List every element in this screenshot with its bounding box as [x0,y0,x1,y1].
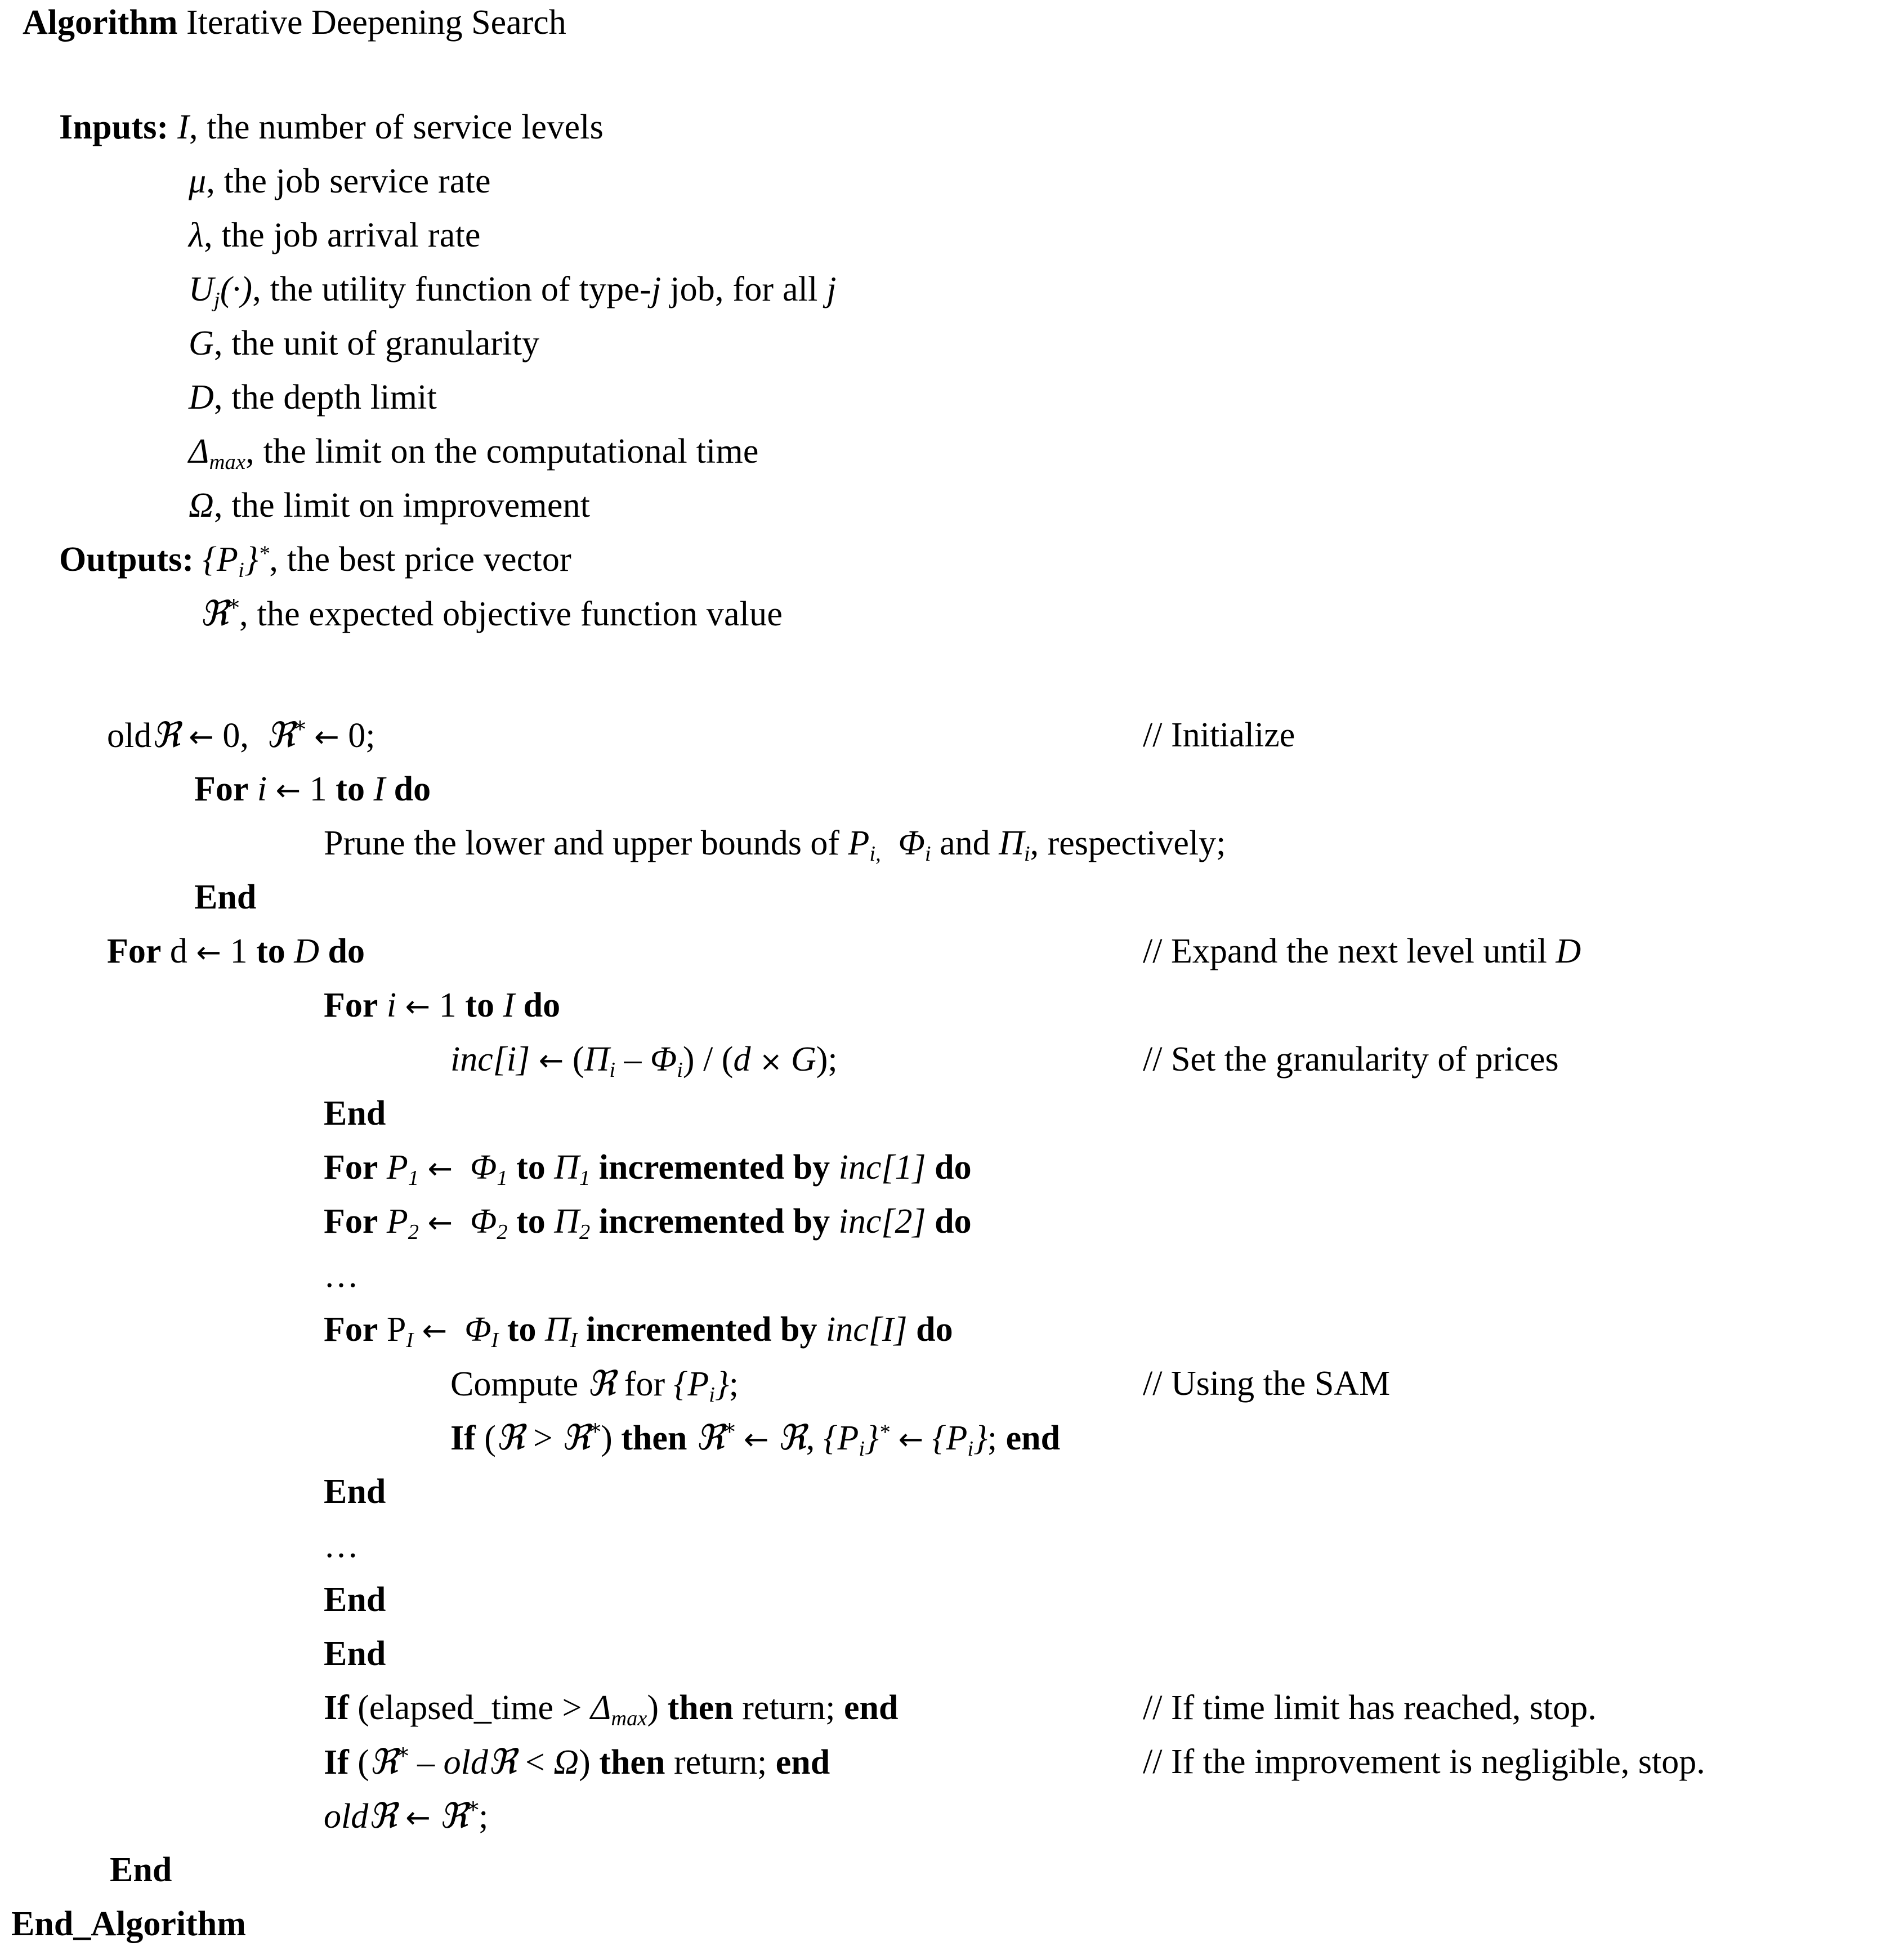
code-row-prune [0,816,1904,870]
inputs-line-3 [0,262,1904,316]
inputs-line-4 [0,316,1904,370]
comment-initialize: // Initialize [1143,716,1295,754]
code-line-inc: inc[i] ← $(\Pi_i - \Phi_i) / (d \times G)$; [450,1040,838,1082]
code-line-for-pI: For $P_I$ ← $\Phi_I$ to $\Pi_I$ incremented by inc[I] do [324,1310,953,1352]
code-row-compute [0,1357,1904,1411]
comment-time-limit: // If time limit has reached, stop. [1143,1689,1597,1727]
code-line-for-i-1: For i ← 1 to I do [194,770,431,808]
code-line-end-algorithm: End_Algorithm [11,1905,246,1943]
inputs-line-2 [0,208,1904,262]
inputs-line-0 [0,100,1904,154]
outputs-line-0 [0,533,1904,587]
code-line-init: oldℜ ← 0, ℜ* ← 0; [107,714,376,755]
code-row-if-time [0,1681,1904,1735]
outputs-line-1 [0,587,1904,641]
code-line-prune: Prune the lower and upper bounds of $P_{i,}$ $\Phi_i$ and $\Pi_i$, respectively; [324,824,1226,866]
inputs-desc-0: , the number of service levels [189,108,604,146]
code-row-for-p1 [0,1140,1904,1194]
code-row-end-5 [0,1627,1904,1681]
code-line-for-p2: For $P_2$ ← $\Phi_2$ to $\Pi_2$ incremented by inc[2] do [324,1202,972,1244]
code-row-for-i-1 [0,762,1904,816]
inputs-line-5 [0,370,1904,424]
inputs-line-1 [0,154,1904,208]
comment-granularity: // Set the granularity of prices [1143,1040,1559,1079]
code-row-ellipsis-1 [0,1249,1904,1303]
code-row-inc [0,1032,1904,1086]
inputs-desc-4: , the unit of granularity [213,324,540,363]
code-line-for-p1: For $P_1$ ← $\Phi_1$ to $\Pi_1$ incremented by inc[1] do [324,1148,972,1190]
code-line-update-old: oldℜ ← ℜ*; [324,1795,489,1836]
code-row-end-4 [0,1573,1904,1627]
inputs-desc-6: , the limit on the computational time [245,432,759,471]
code-row-for-p2 [0,1194,1904,1249]
spec-block [0,100,1904,641]
comment-sam: // Using the SAM [1143,1364,1391,1403]
inputs-desc-7: , the limit on improvement [214,486,591,525]
inputs-symbol-7: Ω [189,486,214,525]
code-line-ellipsis-1: … [324,1256,360,1295]
code-line-if-improve: If (ℜ* – oldℜ < Ω) then return; end [324,1741,830,1782]
inputs-symbol-3: $U_j(\cdot)$ [189,270,253,312]
code-line-for-i-2: For i ← 1 to I do [324,986,561,1024]
code-row-update-old [0,1789,1904,1843]
code-row-for-pI [0,1303,1904,1357]
code-line-end-1: End [194,878,257,916]
inputs-desc-2: , the job arrival rate [204,216,481,254]
title-keyword: Algorithm [23,3,178,42]
code-row-ellipsis-2 [0,1519,1904,1573]
inputs-desc-5: , the depth limit [213,378,437,417]
inputs-line-7 [0,478,1904,533]
page-title [23,0,566,45]
code-row-if-best [0,1411,1904,1465]
outputs-desc-1: , the expected objective function value [239,595,783,633]
comment-expand: // Expand the next level until D [1143,932,1581,970]
code-line-if-time: If (elapsed_time > $\Delta_{max}$) then return; end [324,1689,899,1730]
code-line-for-d: For d ← 1 to D do [107,932,365,970]
code-block [0,708,1904,1951]
code-line-end-5: End [324,1635,386,1673]
code-row-end-2 [0,1086,1904,1140]
code-line-end-3: End [324,1473,386,1511]
code-line-ellipsis-2: … [324,1527,360,1565]
inputs-symbol-0: I [177,108,189,146]
code-row-init [0,708,1904,762]
inputs-symbol-2: λ [189,216,204,254]
code-row-if-improve [0,1735,1904,1789]
inputs-symbol-5: D [189,378,214,417]
code-line-end-4: End [324,1581,386,1619]
outputs-desc-0: , the best price vector [269,540,571,579]
code-row-for-d [0,924,1904,978]
code-row-end-6 [0,1843,1904,1897]
code-line-if-best: If (ℜ > ℜ*) then ℜ* ← ℜ, $\{P_i\}^*$ ← $\{P_i\}$; end [450,1417,1061,1461]
code-row-for-i-2 [0,978,1904,1032]
code-line-end-6: End [110,1851,172,1889]
comment-improvement: // If the improvement is negligible, stop. [1143,1743,1705,1781]
code-line-compute: Compute ℜ for $\{P_i\}$; [450,1363,739,1407]
outputs-symbol-1: ℜ* [200,593,240,634]
inputs-desc-1: , the job service rate [206,162,491,200]
outputs-symbol-0: $\{P_i\}^*$ [203,540,270,582]
inputs-symbol-1: μ [189,162,207,200]
inputs-symbol-6: $\Delta_{max}$ [189,432,246,474]
code-line-end-2: End [324,1094,386,1133]
inputs-label: Inputs: [59,108,169,146]
title-name: Iterative Deepening Search [186,3,566,42]
inputs-desc-3: , the utility function of type-j job, for all j [252,270,837,308]
inputs-line-6 [0,424,1904,478]
code-row-end-1 [0,870,1904,924]
inputs-symbol-4: G [189,324,214,363]
code-row-end-3 [0,1465,1904,1519]
outputs-label: Outputs: [59,540,194,579]
